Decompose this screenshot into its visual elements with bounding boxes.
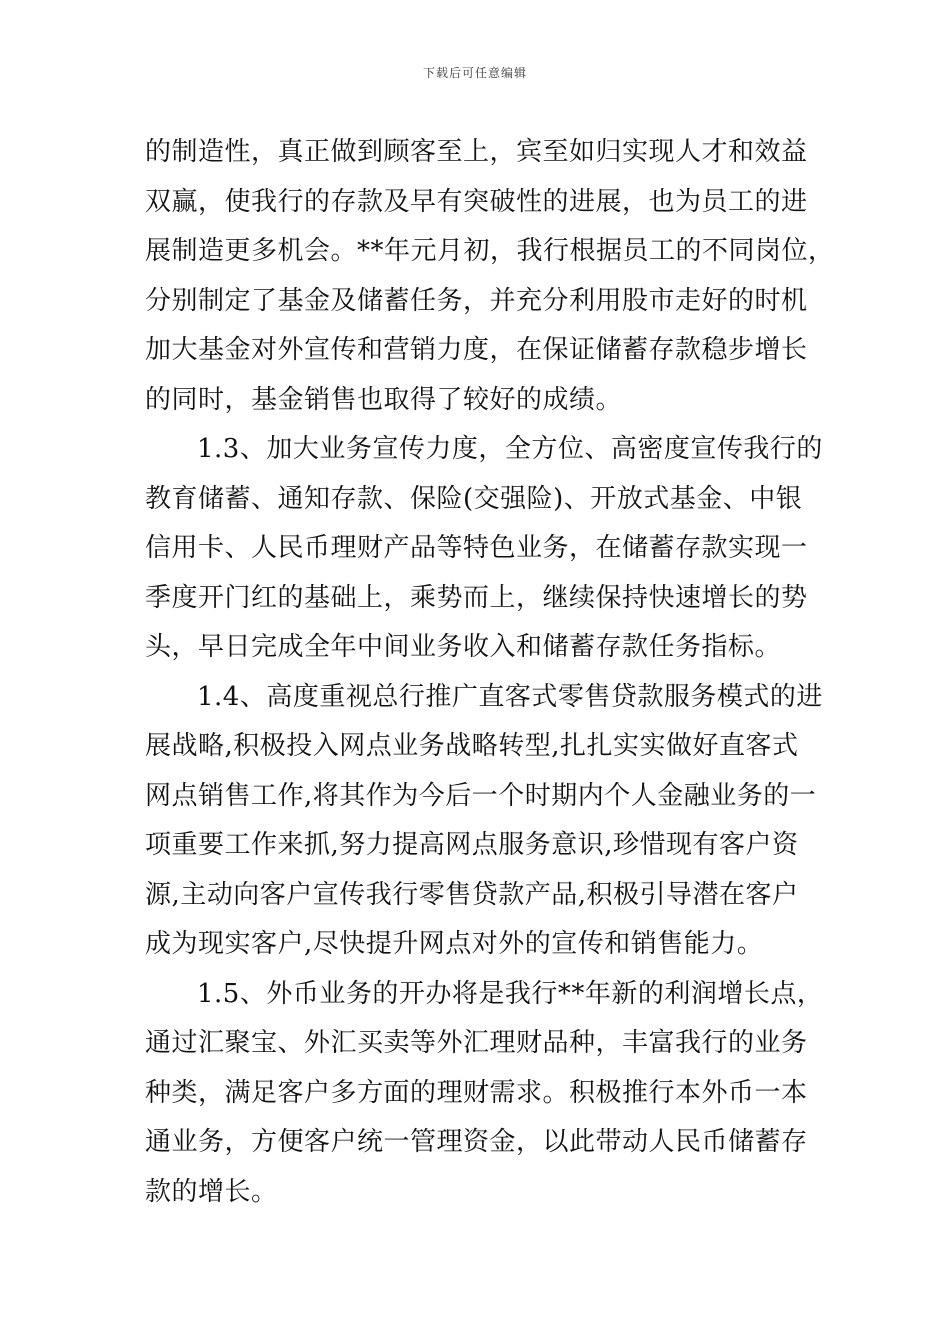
text-line: 双赢，使我行的存款及早有突破性的进展，也为员工的进 (145, 186, 808, 217)
text-line: 的制造性，真正做到顾客至上，宾至如归实现人才和效益 (145, 137, 808, 167)
page-header: 下载后可任意编辑 (422, 66, 527, 80)
text-line: 季度开门红的基础上，乘势而上，继续保持快速增长的势 (145, 582, 808, 613)
text-line: 头，早日完成全年中间业务收入和储蓄存款任务指标。 (145, 632, 782, 662)
paragraph-start-line: 1.5、外币业务的开办将是我行**年新的利润增长点， (197, 978, 824, 1009)
text-line: 项重要工作来抓,努力提高网点服务意识,珍惜现有客户资 (145, 830, 799, 860)
paragraph-start-line: 1.3、加大业务宣传力度，全方位、高密度宣传我行的 (197, 434, 823, 464)
text-line: 网点销售工作,将其作为今后一个时期内个人金融业务的一 (145, 780, 817, 811)
text-line: 展制造更多机会。**年元月初，我行根据员工的不同岗位， (145, 236, 835, 266)
text-line: 分别制定了基金及储蓄任务，并充分利用股市走好的时机 (145, 285, 808, 316)
text-line: 源,主动向客户宣传我行零售贷款产品,积极引导潜在客户 (145, 879, 799, 910)
paragraph-start-line: 1.4、高度重视总行推广直客式零售贷款服务模式的进 (197, 681, 823, 712)
text-line: 通业务，方便客户统一管理资金，以此带动人民币储蓄存 (145, 1127, 808, 1157)
text-line: 的同时，基金销售也取得了较好的成绩。 (145, 384, 623, 415)
text-line: 展战略,积极投入网点业务战略转型,扎扎实实做好直客式 (145, 731, 799, 761)
text-line: 款的增长。 (145, 1176, 278, 1207)
text-line: 教育储蓄、通知存款、保险(交强险)、开放式基金、中银 (145, 483, 803, 514)
text-line: 通过汇聚宝、外汇买卖等外汇理财品种，丰富我行的业务 (145, 1028, 808, 1058)
text-line: 加大基金对外宣传和营销力度，在保证储蓄存款稳步增长 (145, 335, 808, 365)
text-line: 成为现实客户,尽快提升网点对外的宣传和销售能力。 (145, 929, 764, 959)
text-line: 种类，满足客户多方面的理财需求。积极推行本外币一本 (145, 1077, 808, 1108)
document-body (145, 128, 835, 1217)
text-line: 信用卡、人民币理财产品等特色业务，在储蓄存款实现一 (145, 533, 808, 563)
